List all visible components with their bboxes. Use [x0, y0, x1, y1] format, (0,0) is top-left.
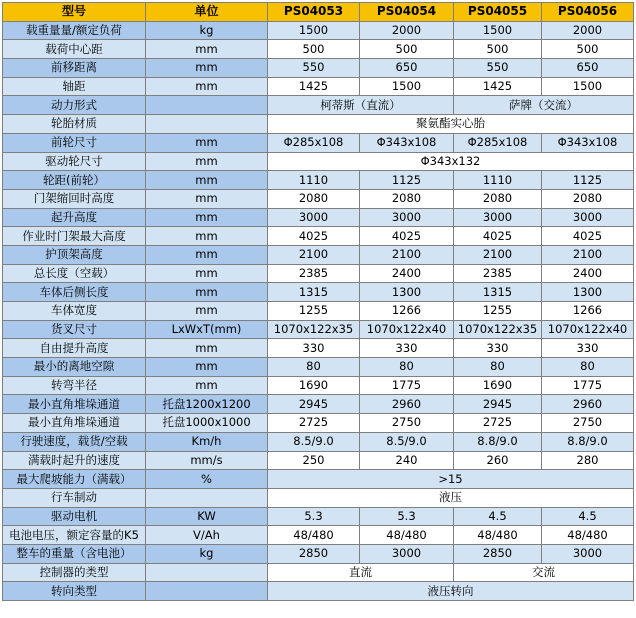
header-model: PS04054 [360, 3, 454, 22]
row-value: 2080 [454, 189, 542, 208]
row-label: 前轮尺寸 [3, 133, 146, 152]
row-label: 起升高度 [3, 208, 146, 227]
row-unit: mm [146, 283, 268, 302]
row-label: 行驶速度，载货/空载 [3, 432, 146, 451]
table-row [3, 171, 634, 190]
row-unit: mm [146, 358, 268, 377]
row-unit: mm [146, 227, 268, 246]
row-value: 交流 [454, 563, 634, 582]
row-unit: mm [146, 376, 268, 395]
row-unit: LxWxT(mm) [146, 320, 268, 339]
row-value: >15 [268, 470, 634, 489]
row-unit: 托盘1200x1200 [146, 395, 268, 414]
table-row [3, 563, 634, 582]
row-value: 3000 [542, 544, 634, 563]
row-value: 330 [542, 339, 634, 358]
row-value: 80 [360, 358, 454, 377]
row-value: 2960 [542, 395, 634, 414]
table-row [3, 451, 634, 470]
row-value: 550 [268, 59, 360, 78]
row-value: 3000 [360, 544, 454, 563]
table-row [3, 507, 634, 526]
row-value: 500 [360, 40, 454, 59]
row-label: 总长度（空载） [3, 264, 146, 283]
row-label: 自由提升高度 [3, 339, 146, 358]
row-label: 驱动电机 [3, 507, 146, 526]
row-unit: KW [146, 507, 268, 526]
row-label: 最大爬坡能力（满载） [3, 470, 146, 489]
row-value: 330 [268, 339, 360, 358]
row-value: 4025 [360, 227, 454, 246]
row-value: 1425 [454, 77, 542, 96]
row-value: 1690 [454, 376, 542, 395]
header-model: PS04055 [454, 3, 542, 22]
row-value: 2850 [268, 544, 360, 563]
row-value: 1266 [542, 302, 634, 321]
spec-table-container [2, 2, 633, 601]
row-unit: mm [146, 133, 268, 152]
row-value: 1125 [542, 171, 634, 190]
row-value: 液压 [268, 488, 634, 507]
table-row [3, 395, 634, 414]
row-label: 最小的离地空隙 [3, 358, 146, 377]
row-value: 3000 [454, 208, 542, 227]
row-value: 聚氨酯实心胎 [268, 115, 634, 134]
table-row [3, 189, 634, 208]
row-unit: % [146, 470, 268, 489]
row-unit: mm [146, 264, 268, 283]
row-value: 1690 [268, 376, 360, 395]
row-value: 500 [542, 40, 634, 59]
row-label: 载重量量/额定负荷 [3, 21, 146, 40]
row-unit [146, 96, 268, 115]
table-row [3, 470, 634, 489]
row-value: 2100 [360, 245, 454, 264]
row-value: 2750 [542, 414, 634, 433]
row-value: 2850 [454, 544, 542, 563]
row-value: 2385 [268, 264, 360, 283]
row-value: Φ285x108 [268, 133, 360, 152]
table-row [3, 414, 634, 433]
row-value: 2750 [360, 414, 454, 433]
header-unit-label: 单位 [146, 3, 268, 22]
row-value: 330 [454, 339, 542, 358]
header-model: PS04056 [542, 3, 634, 22]
row-label: 驱动轮尺寸 [3, 152, 146, 171]
row-value: 2100 [268, 245, 360, 264]
row-label: 转向类型 [3, 582, 146, 601]
row-value: 48/480 [268, 526, 360, 545]
row-unit: kg [146, 21, 268, 40]
table-row [3, 488, 634, 507]
row-value: 1070x122x35 [454, 320, 542, 339]
row-label: 载荷中心距 [3, 40, 146, 59]
row-value: 4025 [542, 227, 634, 246]
table-row [3, 283, 634, 302]
row-value: 8.8/9.0 [454, 432, 542, 451]
row-unit [146, 488, 268, 507]
row-value: 2080 [268, 189, 360, 208]
row-value: 240 [360, 451, 454, 470]
table-row [3, 582, 634, 601]
row-unit: mm [146, 339, 268, 358]
row-value: 1255 [268, 302, 360, 321]
row-label: 轮距(前轮） [3, 171, 146, 190]
row-value: 1500 [454, 21, 542, 40]
row-value: 1500 [360, 77, 454, 96]
row-value: 1070x122x40 [542, 320, 634, 339]
row-unit [146, 582, 268, 601]
row-unit: 托盘1000x1000 [146, 414, 268, 433]
row-unit: mm [146, 171, 268, 190]
row-value: 2385 [454, 264, 542, 283]
row-label: 门架缩回时高度 [3, 189, 146, 208]
table-row [3, 526, 634, 545]
row-value: 直流 [268, 563, 454, 582]
row-value: 1125 [360, 171, 454, 190]
row-value: 3000 [268, 208, 360, 227]
row-value: 650 [360, 59, 454, 78]
row-label: 最小直角堆垛通道 [3, 395, 146, 414]
row-label: 轴距 [3, 77, 146, 96]
row-value: 2000 [542, 21, 634, 40]
table-row [3, 339, 634, 358]
row-value: 2960 [360, 395, 454, 414]
row-value: 48/480 [542, 526, 634, 545]
table-row [3, 227, 634, 246]
row-unit: mm [146, 77, 268, 96]
row-value: 2080 [360, 189, 454, 208]
spec-table [2, 2, 634, 601]
row-value: 330 [360, 339, 454, 358]
row-value: 1775 [360, 376, 454, 395]
table-row [3, 96, 634, 115]
row-unit: Km/h [146, 432, 268, 451]
row-value: 萨牌（交流） [454, 96, 634, 115]
row-value: 2725 [454, 414, 542, 433]
row-value: 260 [454, 451, 542, 470]
row-unit: mm [146, 245, 268, 264]
table-row [3, 320, 634, 339]
row-value: 280 [542, 451, 634, 470]
row-unit: mm [146, 59, 268, 78]
row-value: 8.5/9.0 [268, 432, 360, 451]
row-unit [146, 115, 268, 134]
row-value: 80 [542, 358, 634, 377]
row-value: 1300 [360, 283, 454, 302]
row-value: 48/480 [360, 526, 454, 545]
row-value: 2945 [454, 395, 542, 414]
row-value: 650 [542, 59, 634, 78]
row-value: 2080 [542, 189, 634, 208]
row-label: 护顶架高度 [3, 245, 146, 264]
header-row [3, 3, 634, 22]
row-label: 作业时门架最大高度 [3, 227, 146, 246]
row-unit: V/Ah [146, 526, 268, 545]
row-value: 550 [454, 59, 542, 78]
table-row [3, 21, 634, 40]
row-value: 3000 [542, 208, 634, 227]
table-row [3, 302, 634, 321]
row-value: Φ343x108 [360, 133, 454, 152]
row-value: 8.5/9.0 [360, 432, 454, 451]
row-value: Φ285x108 [454, 133, 542, 152]
row-value: 4.5 [542, 507, 634, 526]
row-value: Φ343x132 [268, 152, 634, 171]
row-label: 货叉尺寸 [3, 320, 146, 339]
row-unit: kg [146, 544, 268, 563]
row-value: 2945 [268, 395, 360, 414]
row-label: 轮胎材质 [3, 115, 146, 134]
row-value: 4.5 [454, 507, 542, 526]
row-unit: mm/s [146, 451, 268, 470]
row-value: 4025 [454, 227, 542, 246]
row-value: 4025 [268, 227, 360, 246]
row-value: 2100 [542, 245, 634, 264]
row-label: 电池电压，额定容量的K5 [3, 526, 146, 545]
row-value: 1425 [268, 77, 360, 96]
row-value: 1255 [454, 302, 542, 321]
table-row [3, 133, 634, 152]
row-value: 柯蒂斯（直流） [268, 96, 454, 115]
table-row [3, 152, 634, 171]
header-model-label: 型号 [3, 3, 146, 22]
row-value: 250 [268, 451, 360, 470]
row-label: 车体宽度 [3, 302, 146, 321]
row-value: 8.8/9.0 [542, 432, 634, 451]
row-value: 1110 [454, 171, 542, 190]
row-unit [146, 563, 268, 582]
table-row [3, 264, 634, 283]
table-row [3, 208, 634, 227]
table-row [3, 77, 634, 96]
row-label: 转弯半径 [3, 376, 146, 395]
row-value: 2000 [360, 21, 454, 40]
row-label: 最小直角堆垛通道 [3, 414, 146, 433]
row-unit: mm [146, 208, 268, 227]
table-row [3, 59, 634, 78]
row-label: 整车的重量（含电池） [3, 544, 146, 563]
table-row [3, 245, 634, 264]
table-row [3, 432, 634, 451]
row-label: 车体后侧长度 [3, 283, 146, 302]
row-label: 控制器的类型 [3, 563, 146, 582]
row-value: 500 [268, 40, 360, 59]
table-row [3, 40, 634, 59]
row-value: 1500 [542, 77, 634, 96]
row-value: 1315 [268, 283, 360, 302]
row-label: 前移距离 [3, 59, 146, 78]
row-value: 500 [454, 40, 542, 59]
row-value: 80 [454, 358, 542, 377]
row-value: 3000 [360, 208, 454, 227]
spec-body [3, 21, 634, 600]
row-unit: mm [146, 40, 268, 59]
row-value: 80 [268, 358, 360, 377]
row-value: 液压转向 [268, 582, 634, 601]
row-label: 动力形式 [3, 96, 146, 115]
row-label: 满载时起升的速度 [3, 451, 146, 470]
row-value: 1775 [542, 376, 634, 395]
row-unit: mm [146, 152, 268, 171]
row-value: 1070x122x40 [360, 320, 454, 339]
row-value: 2400 [360, 264, 454, 283]
row-value: 1110 [268, 171, 360, 190]
row-value: 1070x122x35 [268, 320, 360, 339]
table-row [3, 115, 634, 134]
row-value: 5.3 [360, 507, 454, 526]
row-label: 行车制动 [3, 488, 146, 507]
table-row [3, 544, 634, 563]
row-value: 1315 [454, 283, 542, 302]
row-value: 1500 [268, 21, 360, 40]
row-value: 48/480 [454, 526, 542, 545]
row-value: 2100 [454, 245, 542, 264]
row-value: 5.3 [268, 507, 360, 526]
row-value: 1266 [360, 302, 454, 321]
table-row [3, 358, 634, 377]
row-value: 2725 [268, 414, 360, 433]
row-value: 2400 [542, 264, 634, 283]
header-model: PS04053 [268, 3, 360, 22]
row-value: 1300 [542, 283, 634, 302]
row-unit: mm [146, 189, 268, 208]
row-value: Φ343x108 [542, 133, 634, 152]
row-unit: mm [146, 302, 268, 321]
table-row [3, 376, 634, 395]
